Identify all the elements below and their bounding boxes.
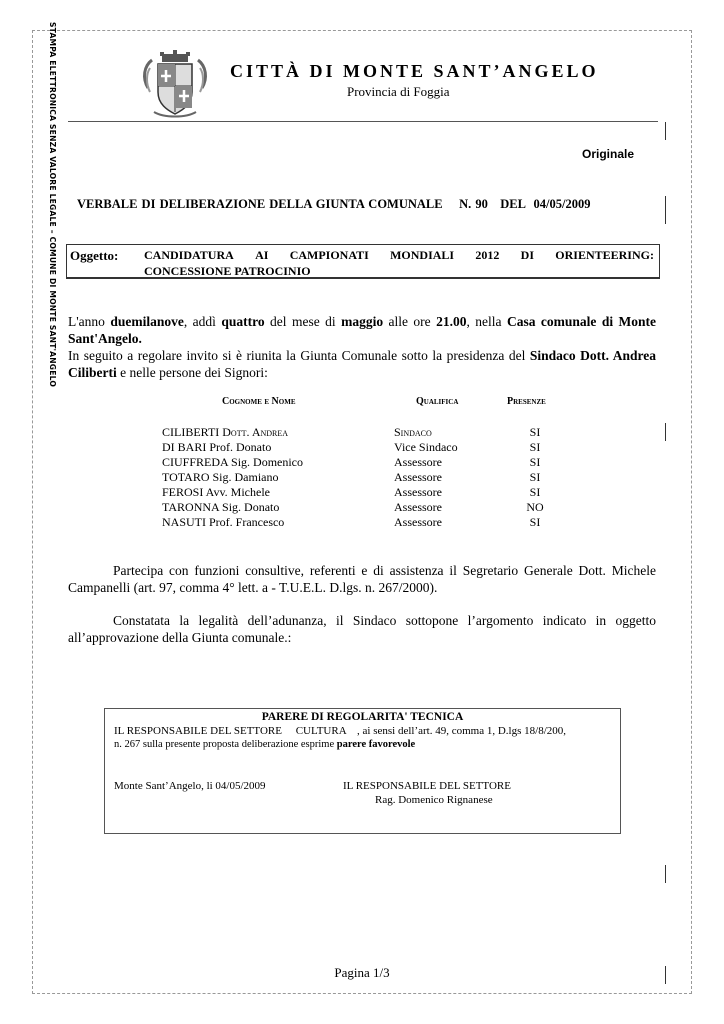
oggetto-word: AI xyxy=(255,248,269,262)
partecipa-paragraph: Partecipa con funzioni consultive, referenti e di assistenza il Segretario Generale Dott. Michele Campanelli (art. 97, comma 4° lett. a - T.U.E.L. D.lgs. n. 267/2000). xyxy=(68,563,656,595)
margin-mark xyxy=(665,122,666,140)
oggetto-box xyxy=(66,244,660,279)
parere-responsible-title: IL RESPONSABILE DEL SETTORE xyxy=(343,780,511,792)
oggetto-line-1 xyxy=(144,248,654,263)
member-role: Sindaco xyxy=(394,425,432,439)
oggetto-word: ORIENTEERING: xyxy=(555,248,654,262)
member-presence: NO xyxy=(526,500,544,514)
member-presence: SI xyxy=(529,470,541,484)
table-row xyxy=(0,470,724,485)
header-divider xyxy=(68,121,658,122)
page-number: Pagina 1/3 xyxy=(334,965,390,980)
parere-result: parere favorevole xyxy=(336,739,416,750)
oggetto-word: MONDIALI xyxy=(390,248,455,262)
parere-responsible-name: Rag. Domenico Rignanese xyxy=(375,794,493,806)
verbale-title: VERBALE DI DELIBERAZIONE DELLA GIUNTA COMUNALE N. 90 DEL 04/05/2009 xyxy=(77,197,591,211)
oggetto-word: 2012 xyxy=(475,248,500,262)
member-presence: SI xyxy=(529,515,541,529)
header-qualifica: Qualifica xyxy=(416,396,459,407)
parere-place-date: Monte Sant’Angelo, li 04/05/2009 xyxy=(114,780,266,792)
table-row xyxy=(0,485,724,500)
member-role: Assessore xyxy=(394,455,442,469)
member-role: Vice Sindaco xyxy=(394,440,458,454)
intro-text: In seguito a regolare invito si è riunita la Giunta Comunale sotto la presidenza del xyxy=(68,348,530,363)
member-name: CIUFFREDA Sig. Domenico xyxy=(162,455,304,469)
member-name: DI BARI Prof. Donato xyxy=(162,440,272,454)
member-role: Assessore xyxy=(394,485,442,499)
member-name: FEROSI Avv. Michele xyxy=(162,485,270,499)
intro-text: L'anno xyxy=(68,314,111,329)
intro-text: , nella xyxy=(466,314,507,329)
intro-place: Casa comunale di Monte Sant'Angelo. xyxy=(68,314,656,346)
margin-mark xyxy=(665,865,666,883)
member-name: TARONNA Sig. Donato xyxy=(162,500,280,514)
oggetto-label: Oggetto: xyxy=(70,248,119,263)
originale-label: Originale xyxy=(582,147,635,161)
table-row xyxy=(0,425,724,440)
member-presence: SI xyxy=(529,440,541,454)
intro-text: del mese di xyxy=(264,314,342,329)
member-presence: SI xyxy=(529,425,541,439)
parere-line-1: IL RESPONSABILE DEL SETTORE CULTURA , ai sensi dell’art. 49, comma 1, D.lgs 18/8/200, xyxy=(114,725,566,737)
member-name: CILIBERTI Dott. Andrea xyxy=(162,425,289,439)
oggetto-word: DI xyxy=(520,248,534,262)
parere-title: PARERE DI REGOLARITA' TECNICA xyxy=(261,711,464,723)
constatata-paragraph: Constatata la legalità dell’adunanza, il Sindaco sottopone l’argomento indicato in oggetto all’approvazione della Giunta comunale.: xyxy=(68,613,656,645)
intro-paragraph-2 xyxy=(68,347,656,381)
intro-month: maggio xyxy=(341,314,384,329)
intro-day: quattro xyxy=(221,314,265,329)
table-row xyxy=(0,440,724,455)
member-name: TOTARO Sig. Damiano xyxy=(162,470,279,484)
coat-of-arms-icon xyxy=(140,48,210,120)
member-role: Assessore xyxy=(394,500,442,514)
member-presence: SI xyxy=(529,485,541,499)
parere-text: n. 267 sulla presente proposta deliberazione esprime xyxy=(114,739,337,750)
city-name: CITTÀ DI MONTE SANT’ANGELO xyxy=(230,61,599,81)
table-row xyxy=(0,515,724,530)
parere-line-2 xyxy=(114,739,415,750)
intro-text: , addì xyxy=(183,314,222,329)
member-name: NASUTI Prof. Francesco xyxy=(162,515,285,529)
oggetto-word: CANDIDATURA xyxy=(144,248,234,262)
intro-text: e nelle persone dei Signori: xyxy=(116,365,268,380)
intro-year: duemilanove xyxy=(110,314,184,329)
intro-paragraph xyxy=(68,313,656,347)
table-row xyxy=(0,455,724,470)
intro-time: 21.00 xyxy=(436,314,467,329)
table-row xyxy=(0,500,724,515)
member-role: Assessore xyxy=(394,515,442,529)
oggetto-word: CAMPIONATI xyxy=(289,248,369,262)
intro-text: alle ore xyxy=(383,314,437,329)
member-role: Assessore xyxy=(394,470,442,484)
oggetto-line-2: CONCESSIONE PATROCINIO xyxy=(144,264,311,278)
header-presenze: Presenze xyxy=(507,396,546,407)
member-presence: SI xyxy=(529,455,541,469)
intro-mayor: Sindaco Dott. Andrea Ciliberti xyxy=(68,348,656,380)
parere-box xyxy=(104,708,621,834)
side-stamp: STAMPA ELETTRONICA SENZA VALORE LEGALE – COMUNE DI MONTE SANT'ANGELO xyxy=(48,22,57,388)
header-cognome-nome: Cognome e Nome xyxy=(222,396,296,407)
province-name: Provincia di Foggia xyxy=(347,84,450,99)
margin-mark xyxy=(665,196,666,224)
